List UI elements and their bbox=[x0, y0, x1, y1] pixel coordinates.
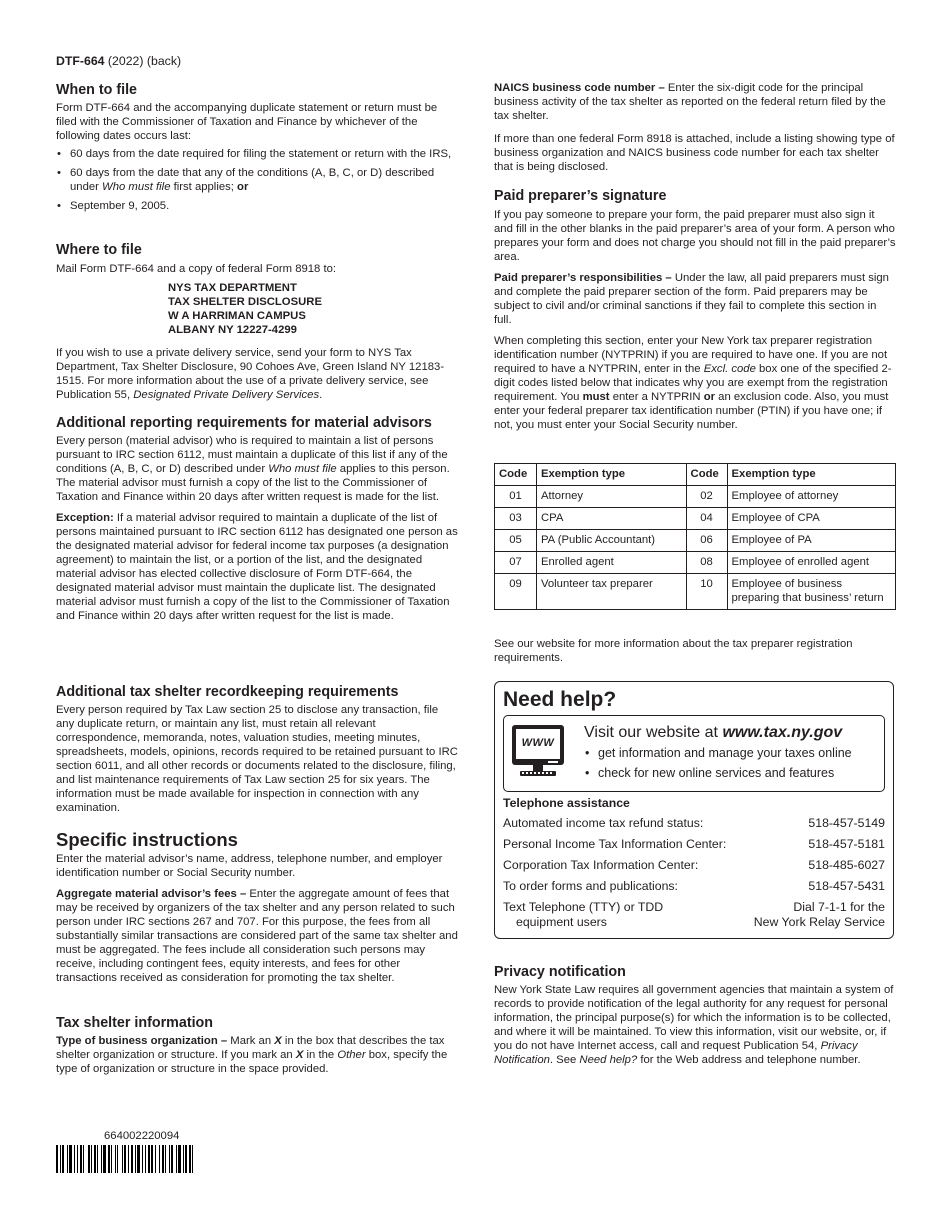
table-row bbox=[495, 574, 896, 610]
address-line: W A HARRIMAN CAMPUS bbox=[168, 310, 306, 322]
barcode-bar bbox=[91, 1145, 92, 1173]
barcode-bar bbox=[94, 1145, 96, 1173]
barcode-bar bbox=[83, 1145, 84, 1173]
barcode-bar bbox=[115, 1145, 116, 1173]
where-to-file-section bbox=[56, 242, 458, 402]
telephone-heading: Telephone assistance bbox=[503, 796, 630, 810]
preparer-responsibilities: Paid preparer’s responsibilities – Under the law, all paid preparers must sign and complete the paid preparer section of the form. Paid preparers may be subject to civil and/or criminal sanctions if they fail to complete this section in full. bbox=[494, 272, 889, 326]
website-bullets bbox=[584, 746, 884, 781]
preparer-intro: If you pay someone to prepare your form, the paid preparer must also sign it and fill in the other blanks in the paid preparer’s area of your form. A person who prepares your form and does not charge you should not fill in the paid preparer’s area. bbox=[494, 209, 896, 263]
tty-label: equipment users bbox=[516, 915, 607, 929]
barcode-bar bbox=[67, 1145, 68, 1173]
code-cell: 01 bbox=[495, 486, 537, 508]
address-line: NYS TAX DEPARTMENT bbox=[168, 282, 297, 294]
phone-label: Corporation Tax Information Center: bbox=[503, 858, 699, 872]
barcode-bar bbox=[108, 1145, 110, 1173]
type-cell: Employee of PA bbox=[727, 530, 895, 552]
barcode-bar bbox=[77, 1145, 78, 1173]
exception-text: Exception: If a material advisor required to maintain a duplicate of the list of persons maintained pursuant to IRC section 6112 has designated one person as the designated material advisor for federal income tax purposes (a designation agreement) to maintain the list, or a portion of the list, and the designated material advisor has elected collective disclosure of Form DTF-664, the designated material advisor must maintain the duplicate list. The designated material advisor must furnish a copy of the list to the Commissioner of Taxation and Finance within 20 days after written request for the list is made. bbox=[56, 512, 458, 622]
type-cell: PA (Public Accountant) bbox=[536, 530, 686, 552]
code-cell: 10 bbox=[686, 574, 727, 610]
code-cell: 02 bbox=[686, 486, 727, 508]
barcode-bar bbox=[60, 1145, 61, 1173]
material-advisors-heading: Additional reporting requirements for material advisors bbox=[56, 415, 432, 431]
private-delivery-text: If you wish to use a private delivery service, send your form to NYS Tax Department, Tax Shelter Disclosure, 90 Cohoes Ave, Green Island NY 12183-1515. For more information about the use of a private delivery service, see Publication 55, Designated Private Delivery Services. bbox=[56, 347, 445, 401]
visit-website-text: Visit our website at www.tax.ny.gov bbox=[584, 724, 843, 741]
barcode-bar bbox=[171, 1145, 173, 1173]
material-advisors-section bbox=[56, 415, 458, 623]
tty-number: Dial 7-1-1 for the New York Relay Service bbox=[753, 900, 885, 929]
barcode-bar bbox=[162, 1145, 164, 1173]
barcode-bar bbox=[128, 1145, 129, 1173]
type-cell: Employee of attorney bbox=[727, 486, 895, 508]
preparer-section bbox=[494, 188, 896, 432]
barcode-bar bbox=[131, 1145, 133, 1173]
code-cell: 07 bbox=[495, 552, 537, 574]
barcode-bar bbox=[101, 1145, 102, 1173]
barcode-bar bbox=[151, 1145, 153, 1173]
column-header: Code bbox=[495, 464, 537, 486]
phone-row bbox=[503, 837, 885, 852]
barcode-bar bbox=[74, 1145, 75, 1173]
form-year-side: (2022) (back) bbox=[104, 54, 182, 68]
barcode-bar bbox=[69, 1145, 72, 1173]
barcode-bar bbox=[176, 1145, 177, 1173]
privacy-section bbox=[494, 964, 896, 1067]
table-row bbox=[495, 486, 896, 508]
table-header-row bbox=[495, 464, 896, 486]
need-help-heading: Need help? bbox=[503, 688, 617, 711]
code-cell: 04 bbox=[686, 508, 727, 530]
table-row bbox=[495, 508, 896, 530]
barcode-bar bbox=[137, 1145, 140, 1173]
phone-row bbox=[503, 879, 885, 894]
phone-number: 518-457-5181 bbox=[808, 837, 885, 851]
where-to-file-heading: Where to file bbox=[56, 242, 142, 258]
website-bullet: • check for new online services and features bbox=[584, 766, 884, 781]
barcode bbox=[56, 1145, 238, 1173]
tty-label: Text Telephone (TTY) or TDD bbox=[503, 900, 664, 914]
barcode-bar bbox=[148, 1145, 150, 1173]
material-advisors-text: Every person (material advisor) who is required to maintain a list of persons pursuant to IRC section 6112, must maintain a duplicate of this list if any of the conditions (A, B, C, or D) described under Who must file applies to this person. The material advisor must furnish a copy of the list to the Commissioner of Taxation and Finance within 20 days after written request is made for the list. bbox=[56, 435, 450, 503]
specific-instructions-section bbox=[56, 829, 458, 985]
address-line: ALBANY NY 12227-4299 bbox=[168, 324, 297, 336]
tax-shelter-info-section bbox=[56, 1015, 458, 1076]
recordkeeping-section bbox=[56, 684, 458, 815]
barcode-bar bbox=[165, 1145, 166, 1173]
website-bullet: • get information and manage your taxes online bbox=[584, 746, 884, 761]
type-cell: Volunteer tax preparer bbox=[536, 574, 686, 610]
barcode-bar bbox=[124, 1145, 126, 1173]
barcode-bar bbox=[111, 1145, 112, 1173]
phone-label: Automated income tax refund status: bbox=[503, 816, 704, 830]
tax-shelter-info-heading: Tax shelter information bbox=[56, 1015, 214, 1031]
naics-text: NAICS business code number – Enter the six-digit code for the principal business activity of the tax shelter as reported on the federal return filed by the tax shelter. bbox=[494, 82, 886, 122]
barcode-bar bbox=[189, 1145, 191, 1173]
registration-website-note: See our website for more information about the tax preparer registration requirements. bbox=[494, 638, 853, 664]
barcode-bar bbox=[159, 1145, 160, 1173]
code-cell: 03 bbox=[495, 508, 537, 530]
barcode-bar bbox=[192, 1145, 193, 1173]
barcode-bar bbox=[88, 1145, 90, 1173]
type-cell: Employee of enrolled agent bbox=[727, 552, 895, 574]
tty-row bbox=[503, 900, 885, 930]
phone-label: Personal Income Tax Information Center: bbox=[503, 837, 727, 851]
privacy-heading: Privacy notification bbox=[494, 964, 626, 980]
barcode-bar bbox=[178, 1145, 181, 1173]
code-cell: 05 bbox=[495, 530, 537, 552]
address-line: TAX SHELTER DISCLOSURE bbox=[168, 296, 322, 308]
mailing-address bbox=[168, 281, 458, 337]
exemption-table-wrap bbox=[494, 463, 896, 610]
exemption-table bbox=[494, 463, 896, 610]
recordkeeping-text: Every person required by Tax Law section 25 to disclose any transaction, file any duplicate return, or maintain any list, must retain all relevant correspondence, memoranda, notes, valuation studies, meeting minutes, spreadsheets, models, opinions, records required to be retained pursuant to IRC section 6011, and all other records or documents related to the disclosure, filing, and list maintenance requirements of Tax Law section 25 for six years. The information must be made available for inspection in connection with any examination. bbox=[56, 704, 458, 814]
barcode-bar bbox=[185, 1145, 187, 1173]
type-cell: Employee of CPA bbox=[727, 508, 895, 530]
when-to-file-bullet: • 60 days from the date that any of the conditions (A, B, C, or D) described under Who must file first applies; or bbox=[56, 166, 458, 194]
phone-label: To order forms and publications: bbox=[503, 879, 678, 893]
barcode-bar bbox=[56, 1145, 58, 1173]
column-header: Exemption type bbox=[727, 464, 895, 486]
preparer-heading: Paid preparer’s signature bbox=[494, 188, 667, 204]
when-to-file-bullet: • September 9, 2005. bbox=[56, 199, 458, 213]
column-header: Exemption type bbox=[536, 464, 686, 486]
when-to-file-section bbox=[56, 82, 458, 213]
code-cell: 08 bbox=[686, 552, 727, 574]
barcode-bar bbox=[135, 1145, 136, 1173]
website-link[interactable]: www.tax.ny.gov bbox=[722, 724, 843, 741]
specific-instructions-heading: Specific instructions bbox=[56, 829, 238, 850]
privacy-text: New York State Law requires all government agencies that maintain a system of records to provide notification of the legal authority for any request for personal information, the principal purpose(s) for which the information is to be collected, and where it will be maintained. To view this information, visit our website, or, if you do not have Internet access, call and request Publication 54, Privacy Notification. See Need help? for the Web address and telephone number. bbox=[494, 984, 894, 1066]
table-row bbox=[495, 530, 896, 552]
specific-instructions-intro: Enter the material advisor’s name, address, telephone number, and employer identification number or Social Security number. bbox=[56, 853, 443, 879]
type-cell: Enrolled agent bbox=[536, 552, 686, 574]
recordkeeping-heading: Additional tax shelter recordkeeping requirements bbox=[56, 684, 399, 700]
phone-row bbox=[503, 858, 885, 873]
phone-number: 518-457-5431 bbox=[808, 879, 885, 893]
www-label: WWW bbox=[521, 737, 555, 749]
type-cell: Employee of business preparing that business’ return bbox=[727, 574, 895, 610]
form-number: DTF-664 bbox=[56, 54, 105, 68]
barcode-bar bbox=[103, 1145, 106, 1173]
computer-icon bbox=[510, 723, 566, 783]
barcode-bar bbox=[122, 1145, 123, 1173]
type-cell: Attorney bbox=[536, 486, 686, 508]
form-header bbox=[56, 54, 181, 68]
barcode-bar bbox=[183, 1145, 184, 1173]
table-row bbox=[495, 552, 896, 574]
column-header: Code bbox=[686, 464, 727, 486]
code-cell: 09 bbox=[495, 574, 537, 610]
barcode-bar bbox=[62, 1145, 64, 1173]
barcode-bar bbox=[142, 1145, 143, 1173]
need-help-box bbox=[494, 681, 894, 939]
website-box bbox=[503, 715, 885, 792]
when-to-file-bullet: • 60 days from the date required for filing the statement or return with the IRS, bbox=[56, 147, 458, 161]
phone-number: 518-457-5149 bbox=[808, 816, 885, 830]
barcode-bar bbox=[169, 1145, 170, 1173]
when-to-file-heading: When to file bbox=[56, 82, 138, 98]
barcode-bar bbox=[117, 1145, 118, 1173]
phone-number: 518-485-6027 bbox=[808, 858, 885, 872]
multiple-forms-text: If more than one federal Form 8918 is attached, include a listing showing type of business organization and NAICS business code number for each tax shelter that is being disclosed. bbox=[494, 133, 895, 173]
phone-row bbox=[503, 816, 885, 831]
code-cell: 06 bbox=[686, 530, 727, 552]
aggregate-fees-text: Aggregate material advisor’s fees – Enter the aggregate amount of fees that may be received by organizers of the tax shelter and any person related to such person under IRC sections 267 and 707. For this purpose, the fees from all substantially similar transactions are considered part of the same tax shelter and must be aggregated. The fees include all consideration such persons may receive, including contingent fees, equity interests, and fees for other transactions received as consideration for promoting the tax shelter. bbox=[56, 888, 458, 984]
barcode-bar bbox=[80, 1145, 82, 1173]
barcode-bar bbox=[155, 1145, 156, 1173]
business-organization-text: Type of business organization – Mark an X in the box that describes the tax shelter organization or structure. If you mark an X in the Other box, specify the type of organization or structure in the space provided. bbox=[56, 1035, 448, 1075]
when-to-file-list bbox=[56, 147, 458, 213]
barcode-bar bbox=[145, 1145, 146, 1173]
where-to-file-intro: Mail Form DTF-664 and a copy of federal Form 8918 to: bbox=[56, 263, 337, 275]
barcode-number: 664002220094 bbox=[104, 1130, 180, 1142]
barcode-bar bbox=[97, 1145, 98, 1173]
naics-section bbox=[494, 81, 896, 174]
when-to-file-intro: Form DTF-664 and the accompanying duplicate statement or return must be filed with the Commissioner of Taxation and Finance by whichever of the following dates occurs last: bbox=[56, 102, 438, 142]
type-cell: CPA bbox=[536, 508, 686, 530]
nytprin-text: When completing this section, enter your New York tax preparer registration identification number (NYTPRIN) if you are required to have one. If you are not required to have a NYTPRIN, enter in the Excl. code box one of the specified 2-digit codes listed below that indicates why you are exempt from the registration requirement. You must enter a NYTPRIN or an exclusion code. Also, you must enter your federal preparer tax identification number (PTIN) if you have one; if not, you must enter your Social Security number. bbox=[494, 335, 892, 431]
